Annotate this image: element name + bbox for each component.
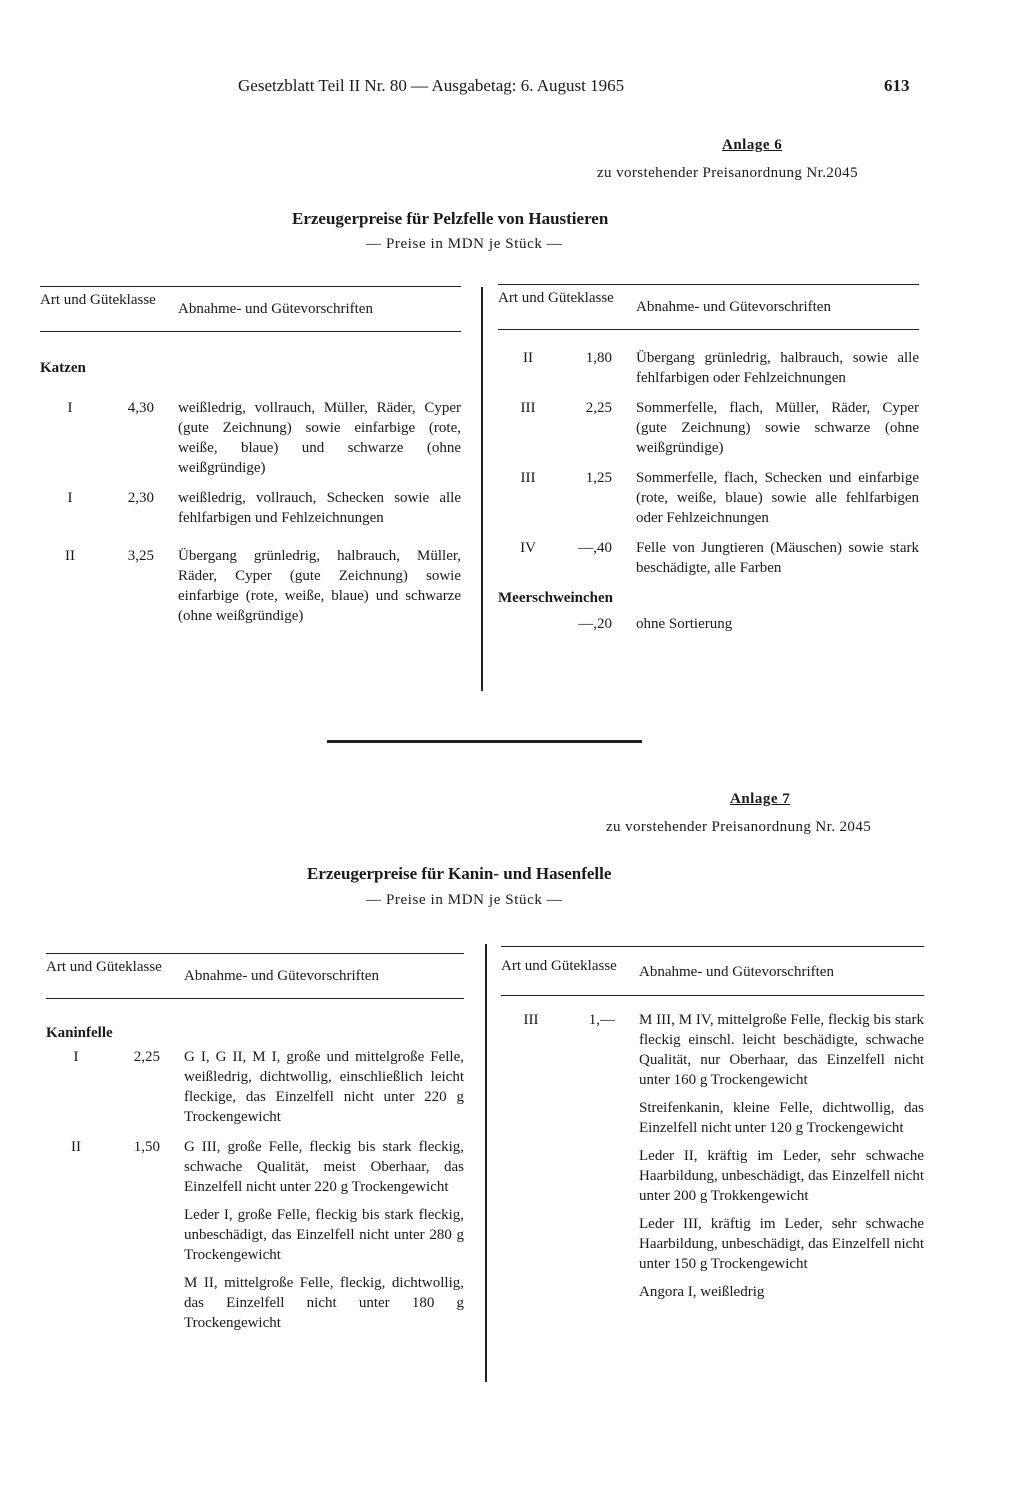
group-heading-meerschweinchen: Meerschweinchen xyxy=(498,590,613,606)
column-divider xyxy=(481,287,483,691)
grade-class: II xyxy=(71,1139,81,1155)
annex6-left-column xyxy=(40,286,461,636)
rules-text: Sommerfelle, flach, Schecken und einfarbige (rote, weiße, blaue) sowie alle fehlfarbigen oder Fehlzeichnungen xyxy=(636,470,919,526)
price: 1,— xyxy=(588,1012,615,1028)
price-row xyxy=(498,468,919,528)
rules-text xyxy=(184,1047,464,1127)
price: 1,50 xyxy=(133,1139,160,1155)
rules-paragraph: G III, große Felle, fleckig bis stark fleckig, schwache Qualität, meist Oberhaar, das Einzelfell nicht unter 220 g Trockengewicht xyxy=(184,1139,464,1195)
class-column-header: Art und Güteklasse xyxy=(40,292,156,308)
rules-text: weißledrig, vollrauch, Müller, Räder, Cyper (gute Zeichnung) sowie einfarbige (rote, weiße, blaue) und schwarze (ohne weißgründige) xyxy=(178,400,461,476)
rules-paragraph: Leder I, große Felle, fleckig bis stark fleckig, unbeschädigt, das Einzelfell nicht unter 280 g Trockengewicht xyxy=(184,1207,464,1263)
price-row xyxy=(46,1047,464,1127)
class-column-header: Art und Güteklasse xyxy=(498,290,614,306)
grade-class: IV xyxy=(520,540,536,556)
rules-text: Felle von Jungtieren (Mäuschen) sowie stark beschädigte, alle Farben xyxy=(636,540,919,576)
annex6-right-column xyxy=(498,284,919,644)
rules-text: Übergang grünledrig, halbrauch, Müller, Räder, Cyper (gute Zeichnung) sowie einfarbige (rote, weiße, blaue) und schwarze (ohne weißgründige) xyxy=(178,548,461,624)
column-header xyxy=(46,953,464,999)
running-header: Gesetzblatt Teil II Nr. 80 — Ausgabetag: 6. August 1965 xyxy=(238,76,625,95)
annex7-right-column xyxy=(501,946,924,1312)
rules-paragraph: Streifenkanin, kleine Felle, dichtwollig, das Einzelfell nicht unter 120 g Trockengewicht xyxy=(639,1100,924,1136)
price: —,20 xyxy=(578,616,612,632)
grade-class: III xyxy=(520,470,536,486)
class-column-header: Art und Güteklasse xyxy=(46,959,162,975)
price-row xyxy=(501,1010,924,1302)
price-row xyxy=(46,1137,464,1333)
price: 2,25 xyxy=(133,1049,160,1065)
annex7-label: Anlage 7 xyxy=(730,791,791,807)
annex7-reference: zu vorstehender Preisanordnung Nr. 2045 xyxy=(606,819,872,835)
grade-class: III xyxy=(520,400,536,416)
column-header xyxy=(40,286,461,332)
rules-column-header: Abnahme- und Gütevorschriften xyxy=(178,301,373,317)
annex6-subtitle: — Preise in MDN je Stück — xyxy=(366,236,563,252)
rules-column-header: Abnahme- und Gütevorschriften xyxy=(184,968,379,984)
grade-class: III xyxy=(523,1012,539,1028)
grade-class: II xyxy=(523,350,533,366)
price-row xyxy=(498,538,919,578)
price-row xyxy=(40,488,461,528)
rules-text xyxy=(639,1010,924,1302)
rules-text: Sommerfelle, flach, Müller, Räder, Cyper (gute Zeichnung) sowie schwarze (ohne weißgründige) xyxy=(636,400,919,456)
rules-paragraph: M II, mittelgroße Felle, fleckig, dichtwollig, das Einzelfell nicht unter 180 g Trockengewicht xyxy=(184,1275,464,1331)
grade-class: I xyxy=(67,490,73,506)
rules-text: Übergang grünledrig, halbrauch, sowie alle fehlfarbigen oder Fehlzeichnungen xyxy=(636,350,919,386)
rules-paragraph: G I, G II, M I, große und mittelgroße Felle, weißledrig, dichtwollig, einschließlich leicht fleckige, das Einzelfell nicht unter 220 g Trockengewicht xyxy=(184,1049,464,1125)
column-header xyxy=(501,946,924,996)
price: 2,30 xyxy=(127,490,154,506)
price-row xyxy=(498,398,919,458)
price-row xyxy=(40,546,461,626)
price-row xyxy=(498,614,919,634)
price-row xyxy=(40,398,461,478)
price-row xyxy=(498,348,919,388)
price: 2,25 xyxy=(585,400,612,416)
rules-text: ohne Sortierung xyxy=(636,616,733,632)
group-heading-kaninfelle: Kaninfelle xyxy=(46,1025,113,1041)
rules-column-header: Abnahme- und Gütevorschriften xyxy=(636,299,831,315)
rules-column-header: Abnahme- und Gütevorschriften xyxy=(639,964,834,980)
annex6-reference: zu vorstehender Preisanordnung Nr.2045 xyxy=(597,165,858,181)
price: 4,30 xyxy=(127,400,154,416)
grade-class: I xyxy=(73,1049,79,1065)
section-separator xyxy=(327,740,642,743)
rules-text xyxy=(184,1137,464,1333)
price: 1,80 xyxy=(585,350,612,366)
annex7-left-column xyxy=(46,953,464,1343)
rules-text: weißledrig, vollrauch, Schecken sowie alle fehlfarbigen und Fehlzeichnungen xyxy=(178,490,461,526)
rules-paragraph: Angora I, weißledrig xyxy=(639,1284,765,1300)
price: 1,25 xyxy=(585,470,612,486)
price: 3,25 xyxy=(127,548,154,564)
column-header xyxy=(498,284,919,330)
grade-class: II xyxy=(65,548,75,564)
annex7-title: Erzeugerpreise für Kanin- und Hasenfelle xyxy=(307,864,612,883)
page-number: 613 xyxy=(884,76,910,95)
column-divider xyxy=(485,944,487,1382)
annex6-title: Erzeugerpreise für Pelzfelle von Haustieren xyxy=(292,209,609,228)
price: —,40 xyxy=(578,540,612,556)
rules-paragraph: M III, M IV, mittelgroße Felle, fleckig bis stark fleckig einschl. leicht beschädigte, schwache Qualität, nur Oberhaar, das Einzelfell nicht unter 160 g Trockengewicht xyxy=(639,1012,924,1088)
grade-class: I xyxy=(67,400,73,416)
rules-paragraph: Leder II, kräftig im Leder, sehr schwache Haarbildung, unbeschädigt, das Einzelfell nicht unter 200 g Trokkengewicht xyxy=(639,1148,924,1204)
annex6-label: Anlage 6 xyxy=(722,137,783,153)
group-heading-katzen: Katzen xyxy=(40,360,86,376)
class-column-header: Art und Güteklasse xyxy=(501,958,617,974)
annex7-subtitle: — Preise in MDN je Stück — xyxy=(366,892,563,908)
rules-paragraph: Leder III, kräftig im Leder, sehr schwache Haarbildung, unbeschädigt, das Einzelfell nicht unter 150 g Trockengewicht xyxy=(639,1216,924,1272)
